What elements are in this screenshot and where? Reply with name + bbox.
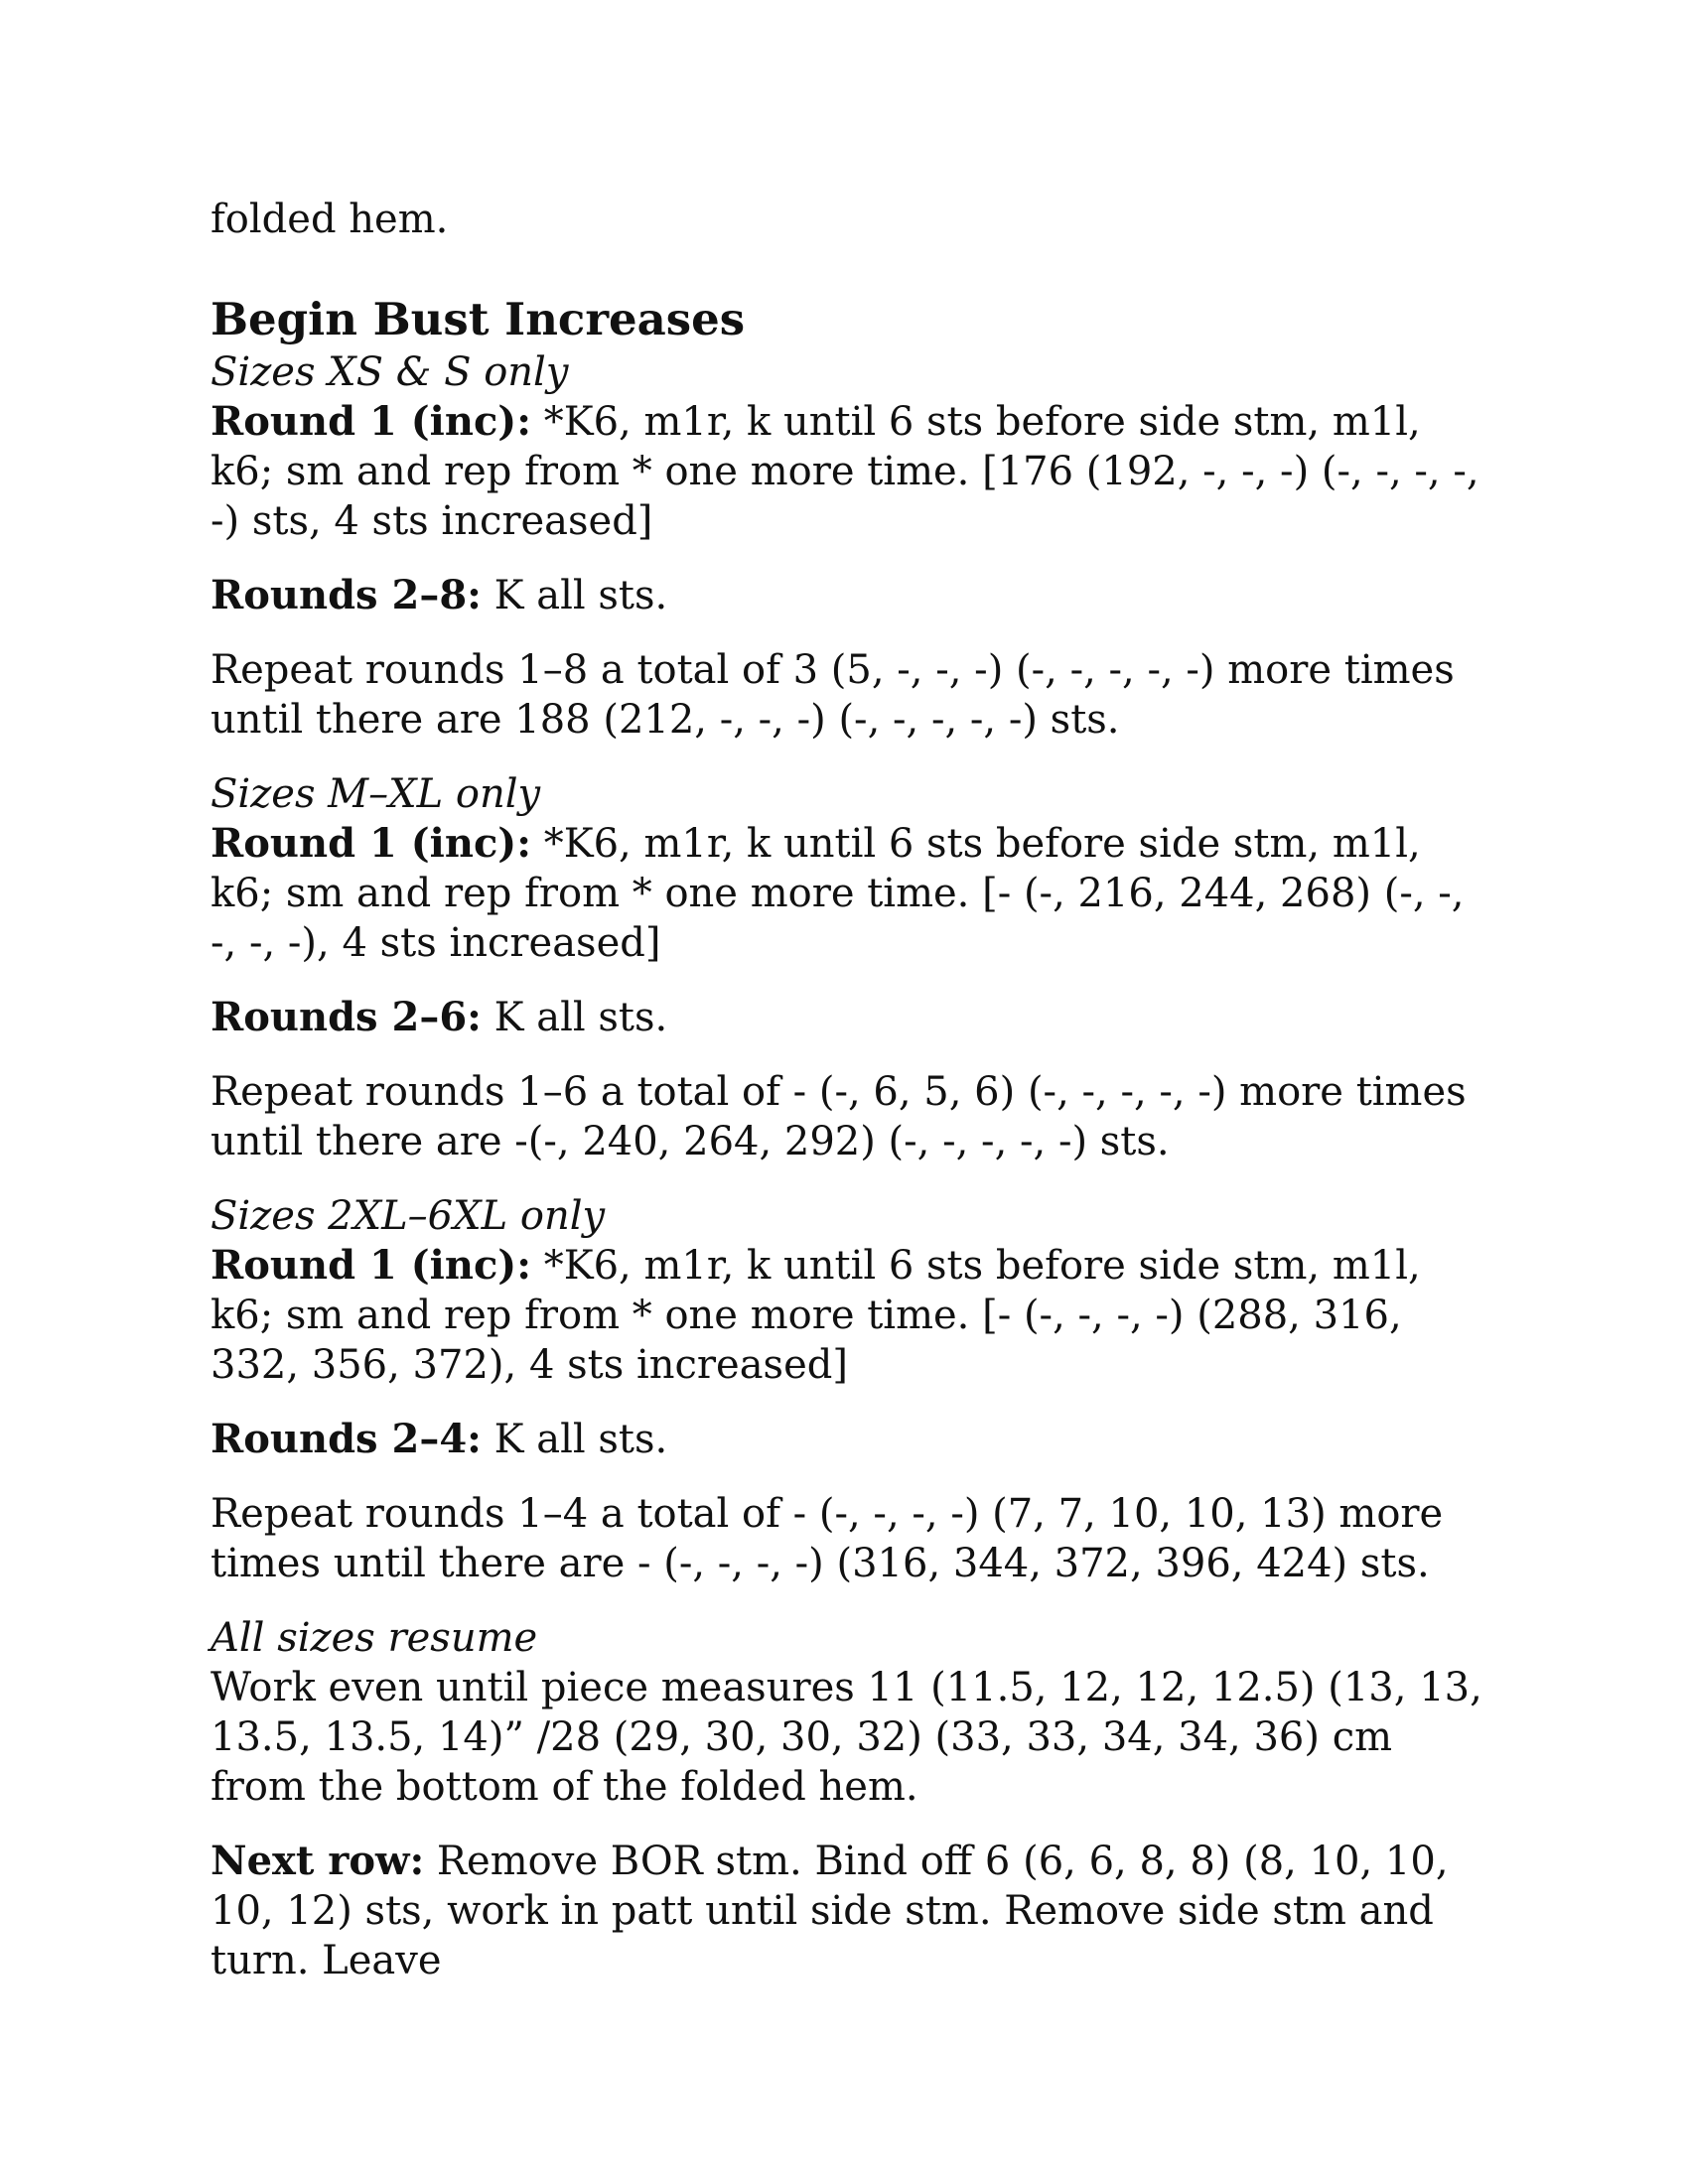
round-text: *K6, m1r, k until 6 sts before side stm, m1l, k6; sm and rep from * one more time. [- (-, -, -, -) (288, 316, 332, 356, 372), 4 sts increased] <box>211 1243 1421 1388</box>
repeat-instruction: Repeat rounds 1–6 a total of - (-, 6, 5, 6) (-, -, -, -, -) more times until there are -(-, 240, 264, 292) (-, -, -, -, -) sts. <box>211 1069 1467 1164</box>
round-text: *K6, m1r, k until 6 sts before side stm, m1l, k6; sm and rep from * one more time. [176 (192, -, -, -) (-, -, -, -, -) sts, 4 sts increased] <box>211 399 1479 544</box>
section-xs-s <box>211 347 1491 745</box>
row-text: Remove BOR stm. Bind off 6 (6, 6, 8, 8) (8, 10, 10, 10, 12) sts, work in patt until side stm. Remove side stm and turn. Leave <box>211 1839 1449 1983</box>
round-label: Rounds 2–4: <box>211 1416 482 1462</box>
work-even-instruction: Work even until piece measures 11 (11.5, 12, 12, 12.5) (13, 13, 13.5, 13.5, 14)” /28 (29, 30, 30, 32) (33, 33, 34, 34, 36) cm from the bottom of the folded hem. <box>211 1665 1482 1810</box>
round1-instruction <box>211 819 1491 968</box>
size-label-xs-s: Sizes XS & S only <box>211 349 569 395</box>
round-label: Round 1 (inc): <box>211 820 531 867</box>
section-heading: Begin Bust Increases <box>211 293 746 345</box>
round-label: Rounds 2–6: <box>211 994 482 1040</box>
size-label-2xl-6xl: Sizes 2XL–6XL only <box>211 1193 606 1239</box>
round-text: *K6, m1r, k until 6 sts before side stm, m1l, k6; sm and rep from * one more time. [- (-, 216, 244, 268) (-, -, -, -, -), 4 sts increased] <box>211 821 1465 966</box>
section-all-sizes <box>211 1613 1491 1985</box>
row-label: Next row: <box>211 1838 425 1884</box>
size-label-all: All sizes resume <box>211 1615 538 1661</box>
repeat-instruction: Repeat rounds 1–8 a total of 3 (5, -, -, -) (-, -, -, -, -) more times until there are 188 (212, -, -, -) (-, -, -, -, -) sts. <box>211 647 1455 743</box>
round-text: K all sts. <box>481 573 668 618</box>
round-text: K all sts. <box>481 1417 668 1462</box>
round-label: Round 1 (inc): <box>211 1242 531 1289</box>
rounds-instruction <box>211 571 1491 620</box>
size-label-m-xl: Sizes M–XL only <box>211 771 541 817</box>
round1-instruction <box>211 1241 1491 1390</box>
section-2xl-6xl <box>211 1191 1491 1588</box>
next-row-instruction <box>211 1837 1491 1985</box>
rounds-instruction <box>211 1415 1491 1464</box>
round-text: K all sts. <box>481 995 668 1040</box>
round-label: Rounds 2–8: <box>211 572 482 618</box>
intro-text: folded hem. <box>211 197 449 242</box>
section-m-xl <box>211 769 1491 1166</box>
rounds-instruction <box>211 993 1491 1042</box>
round-label: Round 1 (inc): <box>211 398 531 445</box>
document-page <box>211 195 1491 1985</box>
repeat-instruction: Repeat rounds 1–4 a total of - (-, -, -, -) (7, 7, 10, 10, 13) more times until there are - (-, -, -, -) (316, 344, 372, 396, 424) sts. <box>211 1491 1444 1586</box>
round1-instruction <box>211 397 1491 546</box>
